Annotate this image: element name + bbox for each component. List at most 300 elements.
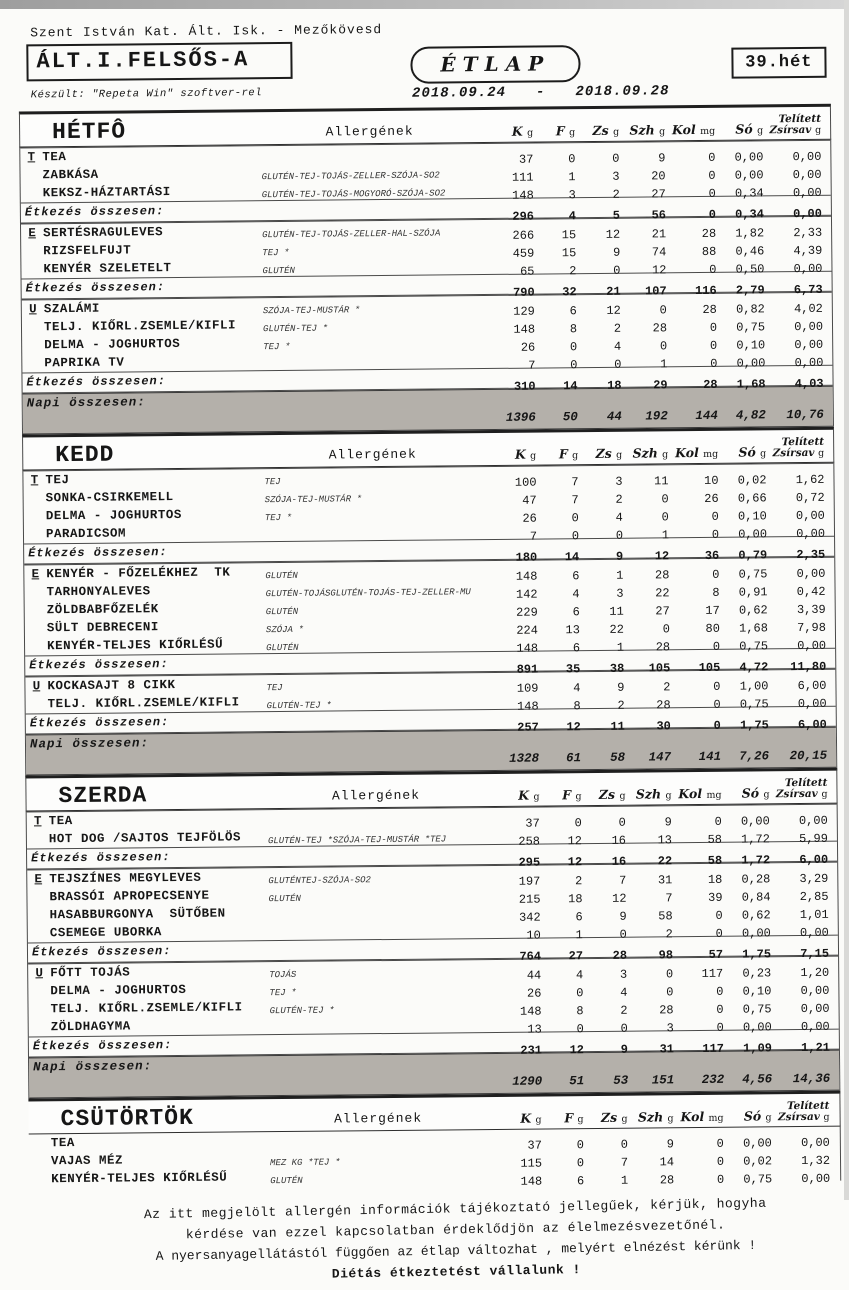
meal-marker [21,242,43,260]
meal-total-value-1: 12 [566,720,581,735]
meal-total-value-2: 28 [612,948,628,963]
nutrient-column-header-6: Só g [738,444,767,460]
dish-value-0: 7 [528,358,536,373]
dish-value-1: 4 [575,968,584,983]
dish-value-1: 0 [576,1156,585,1171]
dish-value-3: 21 [651,227,667,242]
dish-name: VAJAS MÉZ [50,1153,124,1169]
dish-value-6: 0,00 [799,925,829,941]
meal-total-value-4: 0 [708,207,717,222]
meal-marker [27,888,49,906]
meal-marker [20,166,42,184]
dish-value-4: 8 [712,585,720,600]
meal-total-value-3: 22 [657,854,673,869]
nutrient-unit: mg [699,125,716,137]
dish-value-3: 0 [662,622,670,637]
dish-name: KEKSZ-HÁZTARTÁSI [42,185,171,201]
dish-value-2: 3 [612,169,620,184]
day-total-value-6: 20,15 [789,748,828,764]
dish-value-6: 0,00 [798,813,828,829]
dish-allergens: SZÓJA-TEJ-MUSTÁR * [264,494,362,506]
dish-value-1: 12 [567,834,583,849]
meal-total-label: Étkezés összesen: [26,374,167,390]
dish-value-5: 0,82 [735,302,765,317]
spacer [51,1075,256,1097]
dish-value-2: 0 [619,927,627,942]
dish-value-2: 0 [614,357,622,372]
dish-allergens [254,812,499,832]
nutrient-header-line2: Zsírsav g [777,1110,830,1124]
dish-value-2: 0 [618,815,626,830]
meal-marker [29,1170,51,1188]
day-total-value-0: 1396 [505,410,536,425]
nutrient-column-header-4: Szh g [629,122,666,138]
nutrient-header-line1: Telített [778,112,822,126]
dish-value-2: 11 [609,604,624,619]
dish-value-5: 0,75 [739,639,769,654]
nutrient-unit: g [572,450,579,462]
dish-value-6: 0,00 [794,319,824,335]
dish-allergens: GLUTÉN-TOJÁSGLUTÉN-TOJÁS-TEJ-ZELLER-MU [265,587,471,600]
dish-allergens: SZÓJA * [265,624,304,636]
dish-value-3: 28 [656,698,671,713]
spacer [45,411,250,433]
dish-value-4: 117 [701,966,724,981]
dish-name: KENYÉR-TELJES KIŐRLÉSŰ [51,1170,228,1187]
dish-allergens: TOJÁS [269,969,297,981]
meal-total-value-4: 36 [704,548,720,563]
dish-value-5: 1,82 [735,226,765,241]
dish-allergens: GLUTÉN [270,1175,303,1187]
dish-value-5: 0,75 [742,1002,772,1017]
nutrient-column-header-7 [771,437,829,462]
dish-value-1: 0 [568,152,576,167]
nutrient-unit: g [527,127,534,139]
spacer [48,752,253,774]
nutrient-unit: g [667,1113,674,1125]
dish-value-6: 0,00 [792,167,822,183]
spacer [253,750,498,772]
dish-value-4: 0 [709,262,717,277]
nutrient-unit: g [665,790,672,802]
nutrient-column-header-4: Szh g [637,1109,674,1125]
meal-marker [25,637,47,655]
meal-marker [26,695,48,713]
day-total-value-3: 192 [645,409,668,424]
dish-value-3: 9 [664,815,672,830]
dish-value-4: 0 [713,697,721,712]
dish-value-4: 0 [715,926,723,941]
day-total-value-2: 53 [613,1073,629,1088]
meal-marker: E [34,872,43,887]
dish-value-3: 27 [655,604,670,619]
dish-value-1: 0 [570,358,578,373]
dish-value-0: 100 [514,475,537,490]
meal-total-value-5: 1,09 [743,1041,773,1056]
dish-value-0: 148 [520,1174,543,1189]
dish-allergens: GLUTÉN-TEJ * [266,700,332,712]
dish-value-2: 0 [620,1137,628,1152]
dish-value-5: 0,10 [737,509,767,524]
dish-value-2: 4 [613,339,622,354]
dish-value-0: 7 [529,529,538,544]
nutrient-unit: g [821,788,828,800]
dish-value-0: 37 [527,1138,542,1153]
dish-value-1: 0 [576,1022,584,1037]
dish-name: PAPRIKA TV [44,355,125,371]
dish-value-3: 0 [666,985,674,1000]
meal-marker: E [31,567,40,582]
footer-line-1: Az itt megjelölt allergén információk tájékoztató jellegűek, kérjük, hogyha [143,1195,767,1223]
nutrient-unit: g [535,1114,542,1126]
meal-total-label: Étkezés összesen: [28,545,168,561]
dish-allergens [255,906,500,926]
week-number-box: 39.hét [731,47,827,79]
dish-value-0: 115 [520,1156,543,1171]
dish-value-6: 4,39 [793,243,823,259]
dish-value-5: 0,62 [741,908,771,923]
dish-value-5: 0,75 [738,567,768,582]
meal-total-value-0: 295 [518,855,541,870]
dish-name: FŐTT TOJÁS [50,965,131,981]
dish-value-1: 15 [561,246,577,261]
dish-value-6: 0,00 [797,638,827,654]
meal-total-value-5: 4,72 [739,660,769,675]
dish-value-5: 0,23 [742,966,772,981]
dish-name: SERTÉSRAGULEVES [43,225,164,241]
meal-total-value-5: 1,72 [741,853,771,868]
meal-marker [25,601,47,619]
dish-allergens: GLUTÉNTEJ-SZÓJA-SO2 [268,875,371,887]
footer-line-3: A nyersanyagellátástól függően az étlap változhat , melyért elnézést kérünk ! [155,1237,757,1264]
nutrient-column-header-1: K g [520,1110,542,1126]
dish-value-3: 28 [652,321,668,336]
meal-marker [22,336,44,354]
meal-marker: U [28,302,37,317]
dish-name: KENYÉR-TELJES KIŐRLÉSŰ [46,637,224,654]
dish-value-6: 0,00 [792,185,822,201]
nutrient-column-header-7 [774,778,832,803]
dish-value-4: 28 [701,226,717,241]
nutrient-header-line2: Zsírsav g [769,123,822,137]
dish-allergens: GLUTÉN [268,893,301,905]
meal-total-value-2: 21 [606,284,621,299]
dish-value-2: 7 [620,1155,629,1170]
meal-total-value-4: 116 [694,283,717,299]
dish-value-3: 3 [666,1021,674,1036]
meal-total-value-4: 28 [703,377,718,392]
dish-value-2: 9 [613,245,621,260]
meal-marker [25,619,47,637]
dish-allergens: TEJ * [264,512,292,524]
dish-value-6: 0,00 [800,1019,830,1035]
date-range [412,83,670,101]
nutrient-column-header-6: Só g [743,1108,772,1124]
dish-value-2: 0 [615,528,624,543]
day-section-1 [19,104,834,435]
dish-value-3: 7 [665,891,673,906]
dish-value-2: 0 [620,1021,628,1036]
dish-value-4: 0 [712,639,721,654]
dish-allergens [251,525,496,545]
day-total-value-3: 151 [651,1073,675,1088]
meal-marker [21,260,43,278]
nutrient-unit: g [575,791,582,803]
dish-name: TEA [48,814,73,829]
day-total-value-2: 44 [606,409,622,424]
dish-value-2: 9 [617,680,625,695]
meal-total-value-1: 4 [568,209,577,224]
meal-total-value-4: 0 [713,718,721,733]
meal-total-value-6: 1,21 [801,1040,831,1056]
dish-value-5: 0,91 [738,585,768,600]
dish-value-4: 0 [716,1154,725,1169]
nutrient-unit: g [658,126,666,138]
dish-name: TEJSZÍNES MEGYLEVES [49,870,202,887]
dish-value-0: 13 [527,1022,542,1037]
dish-value-4: 10 [704,473,719,488]
dish-value-3: 22 [655,586,670,601]
school-name: Szent István Kat. Ált. Isk. - Mezőkövesd [30,22,383,41]
meal-marker [24,489,46,507]
meal-total-value-4: 117 [702,1041,725,1056]
meal-total-value-0: 180 [515,550,538,565]
dish-value-3: 0 [665,967,674,982]
dish-value-4: 0 [716,1002,724,1017]
meal-total-value-0: 891 [516,662,539,677]
dish-value-2: 2 [615,492,623,507]
dish-value-3: 28 [659,1173,675,1188]
dish-allergens: GLUTÉN-TEJ-TOJÁS-ZELLER-HAL-SZÓJA [262,228,441,241]
dish-value-2: 2 [612,187,620,202]
spacer [250,409,495,431]
nutrient-unit: mg [703,448,719,460]
dish-value-1: 13 [565,623,580,638]
date-to: 2018.09.28 [575,83,670,101]
dish-value-3: 0 [659,339,668,354]
dish-value-4: 0 [708,186,716,201]
day-total-value-0: 1290 [512,1074,543,1089]
dish-value-4: 0 [709,338,718,353]
nutrient-unit: g [763,789,770,801]
meal-total-value-1: 14 [564,550,580,565]
day-total-label: Napi összesen: [29,1050,839,1078]
title-row [26,37,830,88]
scanned-menu-page [18,10,842,1287]
dish-value-3: 9 [658,151,666,166]
meal-total-label: Étkezés összesen: [24,204,165,220]
dish-value-0: 258 [518,834,541,849]
nutrient-column-header-3: Zs g [598,786,626,802]
meal-total-value-1: 12 [569,1043,585,1058]
day-name: HÉTFÔ [51,118,127,146]
meal-total-value-2: 11 [610,719,625,734]
menu-days-table [19,104,841,1189]
dish-value-4: 0 [716,1136,724,1151]
dish-value-0: 342 [519,910,541,925]
dish-value-6: 7,98 [797,620,826,636]
meal-marker: T [27,150,36,165]
dish-value-5: 0,62 [738,603,768,618]
meal-total-value-5: 1,75 [739,718,769,733]
dish-value-6: 0,00 [797,696,827,712]
nutrient-unit: g [612,126,620,138]
day-body [22,463,837,776]
meal-total-value-0: 257 [517,720,539,735]
dish-value-2: 9 [619,909,627,924]
meal-total-value-3: 29 [653,378,668,393]
dish-value-4: 0 [716,984,724,999]
class-title-box: ÁLT.I.FELSŐS-A [26,42,292,82]
dish-name: SÜLT DEBRECENI [46,620,159,636]
dish-value-0: 111 [511,170,534,185]
dish-value-6: 4,02 [793,301,823,317]
meal-marker: U [35,966,44,981]
dish-name: DELMA - JOGHURTOS [45,507,182,524]
dish-name: TELJ. KIŐRL.ZSEMLE/KIFLI [47,695,240,712]
dish-name: RIZSFELFUJT [43,243,132,259]
nutrient-unit: g [765,1112,772,1124]
meal-total-value-3: 56 [651,208,667,223]
dish-value-2: 1 [616,640,625,655]
dish-value-3: 2 [665,927,673,942]
day-total-value-5: 4,82 [735,408,766,423]
dish-value-6: 2,33 [793,225,823,241]
meal-total-value-2: 38 [609,661,625,676]
dish-value-1: 6 [572,569,580,584]
day-body [19,140,834,435]
dish-value-1: 4 [572,587,580,602]
dish-value-6: 0,00 [800,1001,830,1017]
dish-value-0: 266 [512,228,535,243]
day-name: KEDD [55,441,115,469]
dish-value-3: 27 [651,187,666,202]
meal-total-value-3: 98 [658,948,674,963]
dish-value-1: 1 [575,928,583,943]
dish-value-2: 2 [620,1003,628,1018]
dish-value-2: 2 [613,321,622,336]
dish-value-3: 2 [663,680,671,695]
dish-value-1: 0 [569,340,578,355]
dish-value-3: 12 [652,263,667,278]
dish-value-5: 0,75 [743,1172,773,1187]
dish-value-1: 15 [561,228,577,243]
nutrient-unit: g [760,448,767,460]
dish-value-0: 148 [519,1004,542,1019]
meal-total-label: Étkezés összesen: [29,657,169,673]
meal-total-value-6: 6,00 [799,852,829,868]
dish-name: KENYÉR SZELETELT [43,261,172,277]
nutrient-header-line1: Telített [784,776,828,790]
nutrient-column-header-2: F g [564,1110,584,1126]
dish-value-6: 0,00 [800,983,830,999]
dish-value-4: 0 [709,320,718,335]
meal-marker [29,1134,51,1152]
day-section-4 [28,1091,841,1189]
dish-value-5: 0,10 [742,984,772,999]
date-from: 2018.09.24 [411,84,507,102]
allergens-column-header: Allergének [328,446,417,463]
dish-allergens: GLUTÉN-TEJ-TOJÁS-MOGYORÓ-SZÓJA-SO2 [261,188,446,201]
nutrient-column-header-5: Kol mg [675,444,719,461]
dish-value-2: 2 [617,698,625,713]
dish-name: ZABKÁSA [42,167,99,183]
dish-value-2: 4 [620,985,628,1000]
meal-total-value-1: 35 [565,662,581,677]
nutrient-column-header-5: Kol mg [671,121,716,138]
allergens-column-header: Allergének [334,1110,423,1127]
dish-name: ZÖLDBABFŐZELÉK [46,602,159,618]
dish-value-1: 2 [569,264,577,279]
meal-marker [21,184,43,202]
dish-value-0: 148 [512,188,534,203]
day-total-value-5: 7,26 [739,749,770,764]
dish-value-5: 0,02 [737,473,767,488]
dish-value-5: 0,66 [737,491,767,506]
meal-marker [22,354,44,372]
day-total-value-3: 147 [648,750,672,765]
meal-total-value-3: 30 [656,719,671,734]
dish-value-3: 0 [659,303,667,318]
dish-value-5: 0,00 [734,150,764,165]
nutrient-column-header-3: Zs g [592,122,620,138]
dish-value-4: 80 [705,621,720,636]
dish-value-6: 0,00 [796,526,826,542]
dish-value-1: 8 [569,322,578,337]
meal-total-value-3: 12 [654,549,670,564]
day-total-value-0: 1328 [509,751,540,766]
day-total-value-6: 10,76 [786,407,824,423]
dish-value-3: 28 [655,640,671,655]
dish-value-0: 26 [520,340,536,355]
nutrient-column-header-2: F g [558,446,579,462]
dish-value-2: 12 [605,227,621,242]
meal-marker [24,507,46,525]
dish-value-6: 1,32 [801,1153,831,1169]
dish-value-5: 0,10 [736,338,766,353]
dish-allergens: GLUTÉN [265,606,299,618]
meal-total-value-5: 1,75 [742,947,772,962]
day-body [26,804,841,1099]
dish-value-6: 0,00 [794,337,824,353]
meal-total-value-6: 6,73 [793,282,823,298]
day-name: CSÜTÖRTÖK [60,1104,194,1133]
dish-allergens [255,924,500,944]
dish-value-3: 1 [660,357,668,372]
dish-value-5: 0,00 [742,1020,772,1035]
meal-total-label: Étkezés összesen: [29,715,170,731]
dish-value-3: 20 [651,169,666,184]
day-total-value-1: 50 [562,410,578,425]
footer-note [99,1192,812,1289]
dish-allergens: GLUTÉN-TEJ * [262,323,328,335]
footer-line-4: Diétás étkeztetést vállalunk ! [331,1262,581,1282]
dish-value-5: 1,00 [739,679,769,694]
dish-value-5: 1,68 [739,621,768,636]
meal-marker: U [32,679,41,694]
dish-value-5: 0,28 [741,872,771,887]
dish-value-5: 0,00 [742,1136,772,1151]
dish-allergens [256,1018,501,1038]
dish-name: CSEMEGE UBORKA [49,925,162,941]
dish-value-4: 0 [714,814,722,829]
dish-value-0: 129 [513,304,535,319]
dish-value-4: 0 [710,356,718,371]
meal-marker [28,906,50,924]
meal-total-value-4: 105 [698,660,721,676]
dish-value-2: 4 [615,510,623,525]
dish-allergens: GLUTÉN-TEJ *SZÓJA-TEJ-MUSTÁR *TEJ [267,834,447,847]
